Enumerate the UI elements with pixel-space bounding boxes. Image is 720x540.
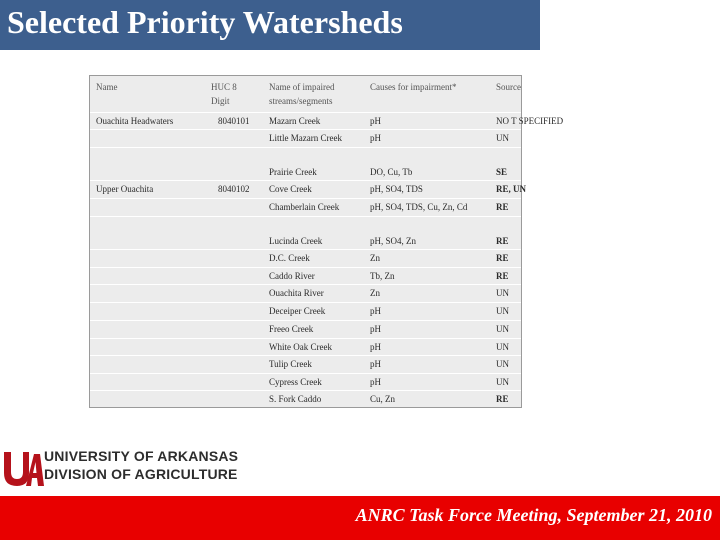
cell-source: SE [496,167,508,177]
title-bar [0,0,540,50]
cell-source: UN [496,359,509,369]
cell-stream: Tulip Creek [269,359,312,369]
cell-stream: Freeo Creek [269,324,314,334]
cell-source: UN [496,133,509,143]
cell-cause: pH [370,306,381,316]
row-divider [90,112,521,113]
logo-line-university: UNIVERSITY OF ARKANSAS [44,448,239,464]
header-huc-line2: Digit [211,96,230,106]
cell-cause: Zn [370,253,380,263]
row-divider [90,267,521,268]
row-divider [90,390,521,391]
cell-stream: Lucinda Creek [269,236,323,246]
cell-stream: Cypress Creek [269,377,322,387]
header-name: Name [96,82,118,92]
cell-source: UN [496,288,509,298]
row-divider [90,373,521,374]
cell-source: UN [496,306,509,316]
header-huc-line1: HUC 8 [211,82,237,92]
cell-stream: Little Mazarn Creek [269,133,342,143]
row-divider [90,180,521,181]
cell-cause: Tb, Zn [370,271,395,281]
row-divider [90,320,521,321]
row-divider [90,198,521,199]
slide-title: Selected Priority Watersheds [7,4,403,40]
cell-source: RE [496,236,509,246]
watershed-table [89,75,564,408]
cell-cause: DO, Cu, Tb [370,167,413,177]
cell-stream: Caddo River [269,271,315,281]
row-divider [90,216,521,217]
cell-source: NO T SPECIFIED [496,116,564,126]
footer-text: ANRC Task Force Meeting, September 21, 2010 [355,505,712,525]
cell-cause: pH [370,377,381,387]
cell-stream: Ouachita River [269,288,324,298]
cell-source: UN [496,324,509,334]
header-source: Source [496,82,521,92]
cell-stream: White Oak Creek [269,342,332,352]
row-divider [90,284,521,285]
cell-stream: Chamberlain Creek [269,202,340,212]
cell-cause: pH [370,133,381,143]
cell-source: RE, UN [496,184,527,194]
footer-bar [0,496,720,540]
cell-huc: 8040102 [218,184,250,194]
cell-huc: 8040101 [218,116,250,126]
cell-stream: Prairie Creek [269,167,317,177]
row-divider [90,338,521,339]
cell-source: RE [496,253,509,263]
cell-cause: Cu, Zn [370,394,396,404]
cell-cause: pH [370,359,381,369]
cell-cause: pH, SO4, TDS [370,184,423,194]
header-streams-line2: streams/segments [269,96,333,106]
cell-source: UN [496,342,509,352]
cell-name: Upper Ouachita [96,184,154,194]
logo-line-division: DIVISION OF AGRICULTURE [44,466,238,482]
cell-stream: S. Fork Caddo [269,394,322,404]
cell-cause: pH [370,116,381,126]
row-divider [90,355,521,356]
row-divider [90,147,521,148]
cell-source: RE [496,394,509,404]
cell-source: RE [496,202,509,212]
header-causes: Causes for impairment* [370,82,457,92]
cell-stream: Mazarn Creek [269,116,321,126]
ua-logo-icon [2,446,44,490]
cell-cause: pH [370,324,381,334]
cell-source: RE [496,271,509,281]
cell-stream: D.C. Creek [269,253,310,263]
university-logo [0,440,260,488]
cell-stream: Deceiper Creek [269,306,326,316]
row-divider [90,302,521,303]
cell-source: UN [496,377,509,387]
cell-cause: pH [370,342,381,352]
cell-stream: Cove Creek [269,184,312,194]
cell-name: Ouachita Headwaters [96,116,174,126]
cell-cause: Zn [370,288,380,298]
row-divider [90,249,521,250]
cell-cause: pH, SO4, TDS, Cu, Zn, Cd [370,202,468,212]
cell-cause: pH, SO4, Zn [370,236,417,246]
header-streams-line1: Name of impaired [269,82,335,92]
row-divider [90,129,521,130]
